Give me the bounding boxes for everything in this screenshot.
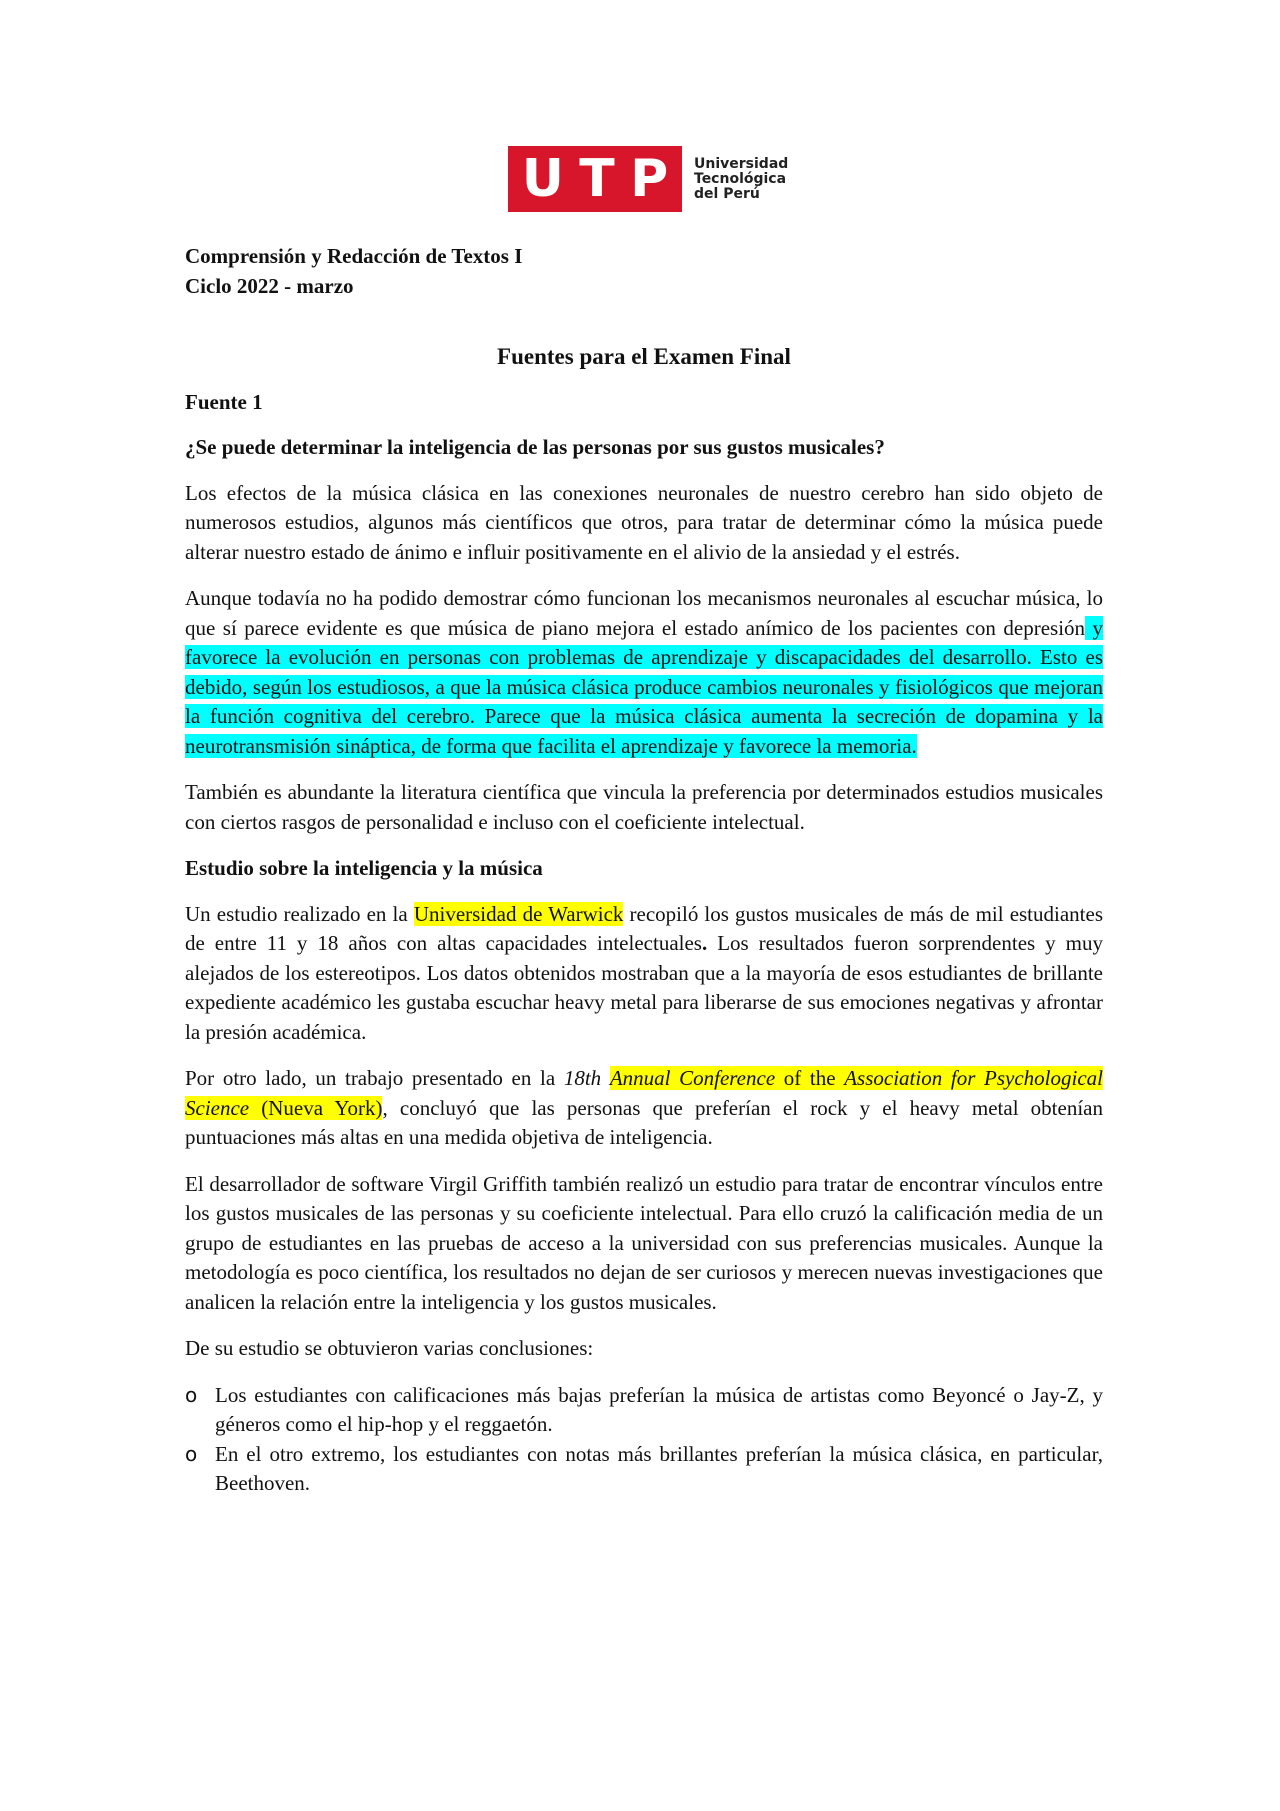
conference-location: (Nueva York): [249, 1095, 383, 1120]
course-name: Comprensión y Redacción de Textos I: [185, 244, 523, 268]
association-name: Association for Psychological Science: [185, 1066, 1103, 1120]
paragraph-2-text: Aunque todavía no ha podido demostrar cómo funcionan los mecanismos neuronales al escuchar música, lo que sí parece evidente es que música de piano mejora el estado anímico de los pacientes con depresión: [185, 586, 1103, 640]
source-label: Fuente 1: [185, 389, 263, 414]
list-item: o Los estudiantes con calificaciones más bajas preferían la música de artistas como Beyoncé o Jay-Z, y géneros como el hip-hop y el reggaetón.: [185, 1381, 1103, 1440]
section-heading: Estudio sobre la inteligencia y la música: [185, 856, 543, 880]
paragraph-5-text-a: Por otro lado, un trabajo presentado en la: [185, 1066, 564, 1090]
page-title: Fuentes para el Examen Final: [497, 344, 791, 369]
conference-name: Annual Conference: [609, 1066, 776, 1090]
paragraph-4-text-a: Un estudio realizado en la: [185, 901, 414, 926]
conference-edition: 18th: [563, 1066, 602, 1090]
conclusions-list: [185, 1381, 1103, 1499]
utp-logo-mark: [508, 146, 682, 212]
paragraph-6: El desarrollador de software Virgil Griffith también realizó un estudio para tratar de encontrar vínculos entre los gustos musicales de las personas y su coeficiente intelectual. Para ello cruzó la calificación media de un grupo de estudiantes en las pruebas de acceso a la universidad con sus preferencias musicales. Aunque la metodología es poco científica, los resultados no dejan de ser curiosos y merecen nuevas investigaciones que analicen la relación entre la inteligencia y los gustos musicales.: [185, 1171, 1103, 1314]
paragraph-5-text-b: , concluyó que las personas que preferían el rock y el heavy metal obtenían puntuaciones más altas en una medida objetiva de inteligencia.: [185, 1095, 1103, 1149]
logo-line-1: Universidad: [694, 155, 789, 172]
list-item: o En el otro extremo, los estudiantes con notas más brillantes preferían la música clásica, en particular, Beethoven.: [185, 1440, 1103, 1499]
logo-letter-p: P: [630, 149, 669, 209]
paragraph-5-space: [601, 1066, 610, 1090]
paragraph-5: [185, 1064, 1103, 1153]
utp-logo: [508, 146, 788, 212]
course-cycle: Ciclo 2022 - marzo: [185, 273, 354, 298]
logo-letter-u: U: [521, 149, 564, 209]
conference-of-the: of the: [775, 1066, 845, 1090]
logo-letter-t: T: [579, 149, 615, 209]
paragraph-2-highlight: y favorece la evolución en personas con problemas de aprendizaje y discapacidades del desarrollo. Esto es debido, según los estudiosos, a que la música clásica produce cambios neuronales y fisiológicos que mejoran la función cognitiva del cerebro. Parece que la música clásica aumenta la secreción de dopamina y la neurotransmisión sináptica, de forma que facilita el aprendizaje y favorece la memoria.: [185, 615, 1103, 758]
paragraph-4-text-b: recopiló los gustos musicales de más de mil estudiantes de entre 11 y 18 años con altas capacidades intelectuales: [185, 901, 1104, 955]
paragraph-3: También es abundante la literatura científica que vincula la preferencia por determinados estudios musicales con ciertos rasgos de personalidad e incluso con el coeficiente intelectual.: [185, 780, 1103, 834]
paragraph-2: [185, 584, 1103, 761]
paragraph-1: Los efectos de la música clásica en las conexiones neuronales de nuestro cerebro han sido objeto de numerosos estudios, algunos más científicos que otros, para tratar de determinar cómo la música puede alterar nuestro estado de ánimo e influir positivamente en el alivio de la ansiedad y el estrés.: [185, 480, 1103, 564]
article-question: ¿Se puede determinar la inteligencia de las personas por sus gustos musicales?: [185, 435, 885, 459]
document-body: [185, 242, 1103, 1499]
warwick-highlight: Universidad de Warwick: [413, 901, 624, 926]
logo-line-2: Tecnológica: [694, 170, 787, 187]
paragraph-4-text-c: Los resultados fueron sorprendentes y muy alejados de los estereotipos. Los datos obtenidos mostraban que a la mayoría de esos estudiantes de brillante expediente académico les gustaba escuchar heavy metal para liberarse de sus emociones negativas y afrontar la presión académica.: [185, 931, 1103, 1044]
paragraph-4: [185, 900, 1103, 1048]
paragraph-7: De su estudio se obtuvieron varias conclusiones:: [185, 1336, 594, 1360]
logo-wordmark: [694, 157, 788, 202]
logo-line-3: del Perú: [694, 185, 760, 202]
paragraph-4-period: .: [701, 931, 708, 955]
